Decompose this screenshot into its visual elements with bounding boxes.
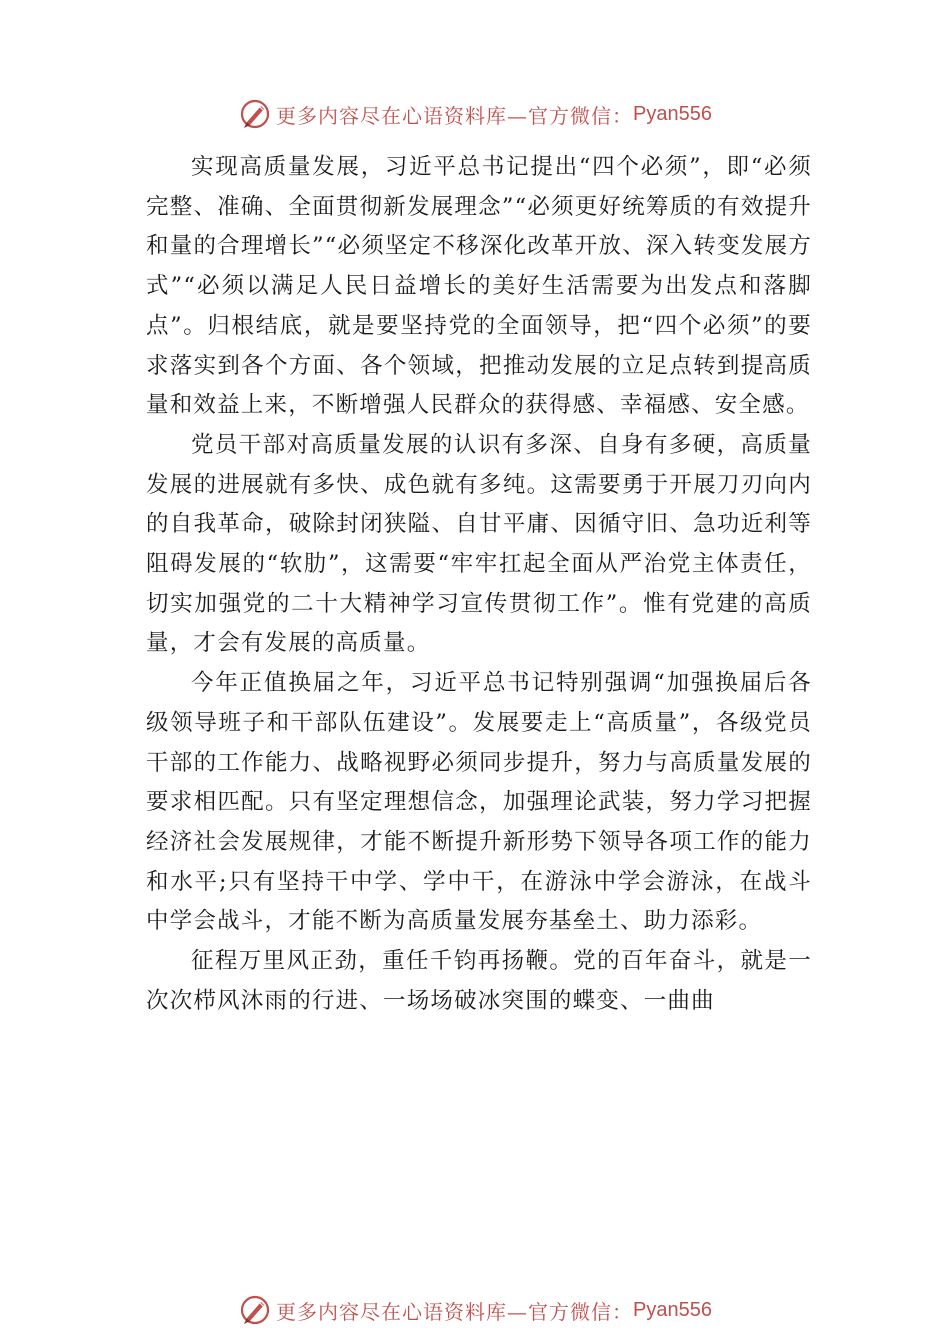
paragraph-2: 党员干部对高质量发展的认识有多深、自身有多硬，高质量发展的进展就有多快、成色就有多纯。这需要勇于开展刀刃向内的自我革命，破除封闭狭隘、自甘平庸、因循守旧、急功近利等阻碍发展的“软肋”，这需要“牢牢扛起全面从严治党主体责任，切实加强党的二十大精神学习宣传贯彻工作”。惟有党建的高质量，才会有发展的高质量。 [146,431,812,657]
paragraph-3: 今年正值换届之年，习近平总书记特别强调“加强换届后各级领导班子和干部队伍建设”。发展要走上“高质量”，各级党员干部的工作能力、战略视野必须同步提升，努力与高质量发展的要求相匹配。只有坚定理想信念，加强理论武装，努力学习把握经济社会发展规律，才能不断提升新形势下领导各项工作的能力和水平;只有坚持干中学、学中干，在游泳中学会游泳，在战斗中学会战斗，才能不断为高质量发展夯基垒土、助力添彩。 [146,670,812,935]
paragraph-4: 征程万里风正劲，重任千钧再扬鞭。党的百年奋斗，就是一次次栉风沐雨的行进、一场场破冰突围的蝶变、一曲曲 [146,948,812,1014]
paragraph-1: 实现高质量发展，习近平总书记提出“四个必须”，即“必须完整、准确、全面贯彻新发展理念”“必须更好统筹质的有效提升和量的合理增长”“必须坚定不移深化改革开放、深入转变发展方式”“必须以满足人民日益增长的美好生活需要为出发点和落脚点”。归根结底，就是要坚持党的全面领导，把“四个必须”的要求落实到各个方面、各个领域，把推动发展的立足点转到提高质量和效益上来，不断增强人民群众的获得感、幸福感、安全感。 [146,154,812,419]
header-wechat-id: Pyan556 [633,102,712,125]
footer-text: 更多内容尽在心语资料库—官方微信： [276,1299,634,1324]
footer-wechat-id: Pyan556 [633,1298,712,1321]
pen-logo-icon [238,97,272,131]
header-text: 更多内容尽在心语资料库—官方微信： [276,103,634,128]
footer-banner [0,1290,950,1330]
document-body [146,148,812,1021]
pen-logo-icon [238,1293,272,1327]
header-banner [0,94,950,134]
